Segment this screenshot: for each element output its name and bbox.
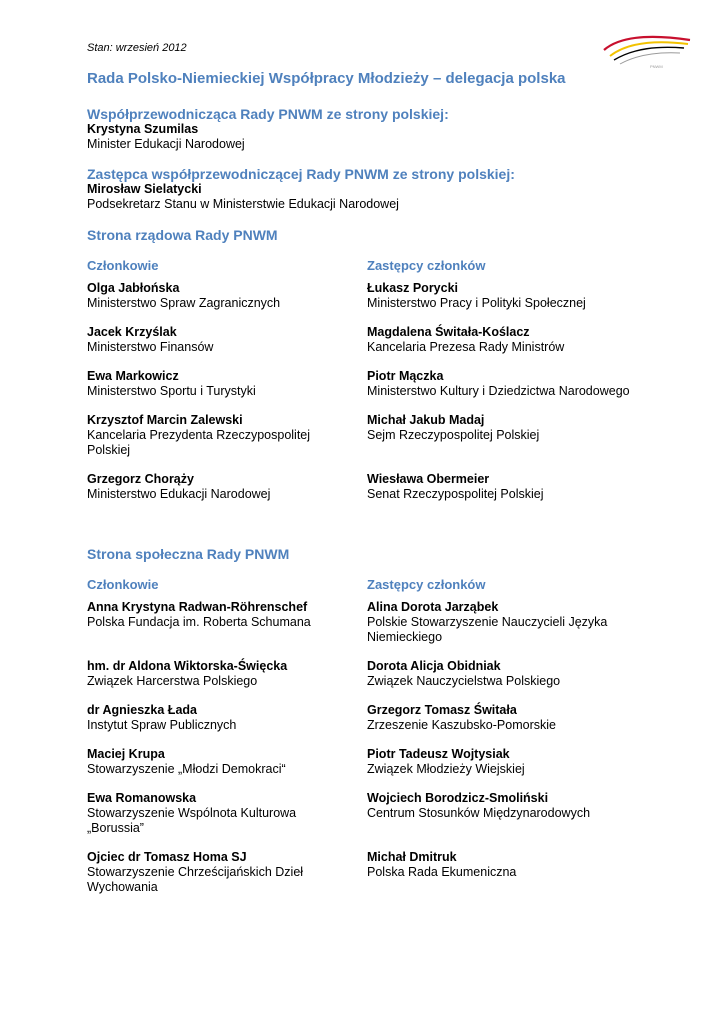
social-substitute-inst: Związek Młodzieży Wiejskiej: [367, 762, 525, 776]
social-substitute-name: Wojciech Borodzicz-Smoliński: [367, 791, 549, 805]
social-member-name: hm. dr Aldona Wiktorska-Święcka: [87, 659, 288, 673]
gov-member-name: Grzegorz Chorąży: [87, 472, 194, 486]
social-members-label: Członkowie: [87, 577, 159, 592]
gov-substitute-inst: Ministerstwo Kultury i Dziedzictwa Narodowego: [367, 384, 630, 398]
social-member-inst: Stowarzyszenie Chrześcijańskich Dzieł Wychowania: [87, 865, 304, 894]
gov-member-inst: Ministerstwo Edukacji Narodowej: [87, 487, 271, 501]
social-member-inst: Związek Harcerstwa Polskiego: [87, 674, 258, 688]
social-member-inst: Instytut Spraw Publicznych: [87, 718, 237, 732]
government-members-label: Członkowie: [87, 258, 159, 273]
social-member-inst: Stowarzyszenie Wspólnota Kulturowa „Borussia”: [87, 806, 297, 835]
gov-substitute-inst: Kancelaria Prezesa Rady Ministrów: [367, 340, 565, 354]
social-substitute-name: Dorota Alicja Obidniak: [367, 659, 501, 673]
gov-member-name: Jacek Krzyślak: [87, 325, 177, 339]
gov-member-name: Olga Jabłońska: [87, 281, 180, 295]
gov-member-inst: Ministerstwo Sportu i Turystyki: [87, 384, 256, 398]
deputy-heading: Zastępca współprzewodniczącej Rady PNWM ze strony polskiej:: [87, 166, 515, 182]
gov-substitute-name: Wiesława Obermeier: [367, 472, 490, 486]
social-member-inst: Polska Fundacja im. Roberta Schumana: [87, 615, 311, 629]
deputy-role: Podsekretarz Stanu w Ministerstwie Edukacji Narodowej: [87, 197, 399, 211]
pnwm-logo: [600, 28, 692, 74]
social-substitutes-label: Zastępcy członków: [367, 577, 486, 592]
document-title: Rada Polsko-Niemieckiej Współpracy Młodzieży – delegacja polska: [87, 70, 566, 87]
social-substitute-inst: Związek Nauczycielstwa Polskiego: [367, 674, 561, 688]
social-member-name: Anna Krystyna Radwan-Röhrenschef: [87, 600, 308, 614]
gov-member-name: Krzysztof Marcin Zalewski: [87, 413, 243, 427]
gov-substitute-inst: Ministerstwo Pracy i Polityki Społecznej: [367, 296, 586, 310]
social-substitute-inst: Centrum Stosunków Międzynarodowych: [367, 806, 591, 820]
social-heading: Strona społeczna Rady PNWM: [87, 546, 290, 562]
social-member-name: Maciej Krupa: [87, 747, 165, 761]
deputy-name: Mirosław Sielatycki: [87, 182, 202, 196]
status-date: Stan: wrzesień 2012: [87, 42, 187, 54]
svg-text:PNWM: PNWM: [650, 64, 663, 69]
gov-substitute-name: Piotr Mączka: [367, 369, 444, 383]
cochair-role: Minister Edukacji Narodowej: [87, 137, 245, 151]
gov-substitute-name: Magdalena Świtała-Koślacz: [367, 325, 530, 339]
social-substitute-inst: Zrzeszenie Kaszubsko-Pomorskie: [367, 718, 556, 732]
gov-member-inst: Ministerstwo Finansów: [87, 340, 214, 354]
government-heading: Strona rządowa Rady PNWM: [87, 227, 278, 243]
cochair-heading: Współprzewodnicząca Rady PNWM ze strony polskiej:: [87, 106, 449, 122]
social-member-inst: Stowarzyszenie „Młodzi Demokraci“: [87, 762, 286, 776]
cochair-name: Krystyna Szumilas: [87, 122, 199, 136]
social-substitute-name: Alina Dorota Jarząbek: [367, 600, 499, 614]
social-substitute-name: Grzegorz Tomasz Świtała: [367, 703, 517, 717]
gov-substitute-inst: Sejm Rzeczypospolitej Polskiej: [367, 428, 540, 442]
social-substitute-name: Piotr Tadeusz Wojtysiak: [367, 747, 510, 761]
social-member-name: Ewa Romanowska: [87, 791, 197, 805]
gov-member-inst: Kancelaria Prezydenta Rzeczypospolitej Polskiej: [87, 428, 311, 457]
social-member-name: Ojciec dr Tomasz Homa SJ: [87, 850, 247, 864]
social-substitute-name: Michał Dmitruk: [367, 850, 457, 864]
government-substitutes-label: Zastępcy członków: [367, 258, 486, 273]
gov-substitute-name: Michał Jakub Madaj: [367, 413, 485, 427]
social-substitute-inst: Polskie Stowarzyszenie Nauczycieli Języka Niemieckiego: [367, 615, 608, 644]
gov-substitute-name: Łukasz Porycki: [367, 281, 459, 295]
gov-member-inst: Ministerstwo Spraw Zagranicznych: [87, 296, 281, 310]
gov-substitute-inst: Senat Rzeczypospolitej Polskiej: [367, 487, 544, 501]
social-member-name: dr Agnieszka Łada: [87, 703, 197, 717]
social-substitute-inst: Polska Rada Ekumeniczna: [367, 865, 517, 879]
gov-member-name: Ewa Markowicz: [87, 369, 179, 383]
